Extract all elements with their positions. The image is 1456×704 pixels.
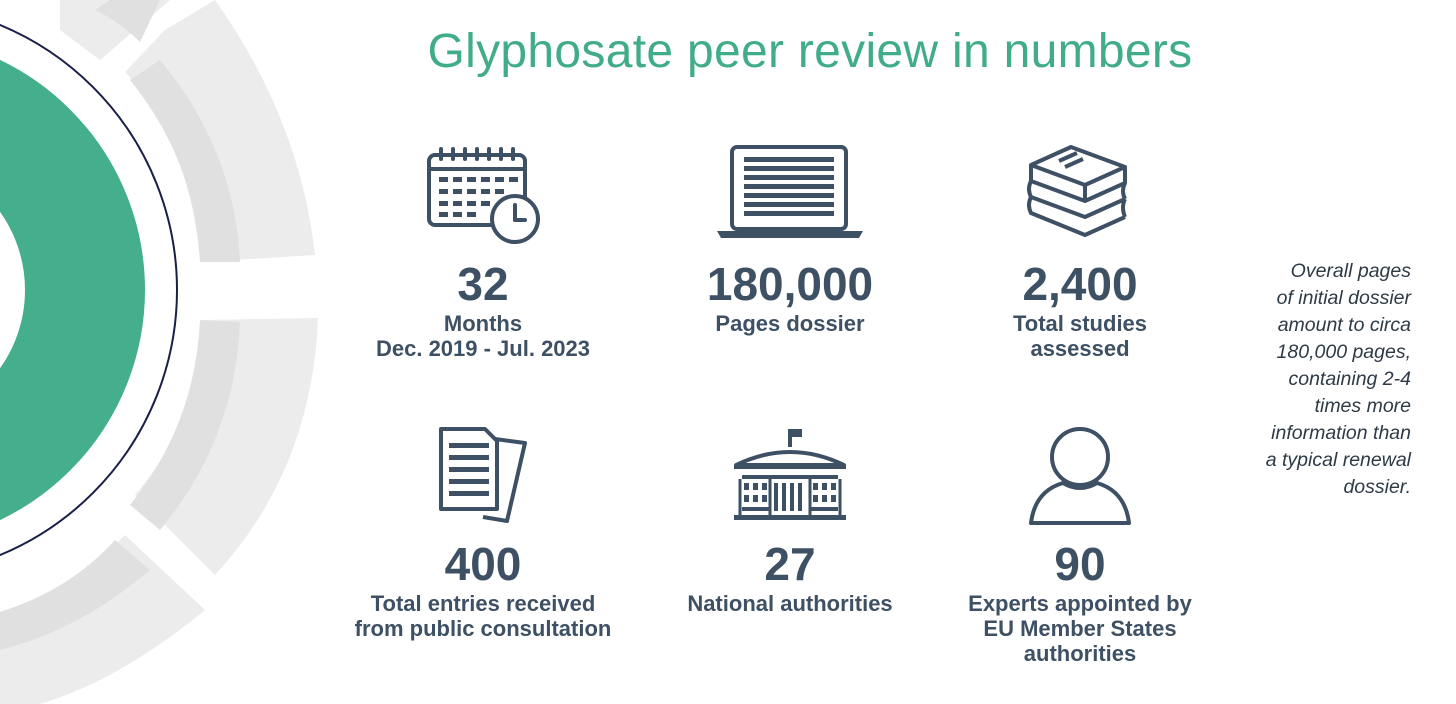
- books-stack-icon: [1025, 145, 1135, 257]
- stat-label: Pages dossier: [715, 311, 865, 336]
- side-note: Overall pages of initial dossier amount to circa 180,000 pages, containing 2-4 times more information than a typical renewal dossier.: [1265, 260, 1411, 498]
- person-icon: [1025, 425, 1135, 537]
- government-building-icon: [730, 425, 850, 537]
- stat-label: Total studies assessed: [1012, 311, 1148, 361]
- stat-label: Experts appointed by EU Member States authorities: [968, 591, 1192, 666]
- documents-icon: [433, 425, 533, 537]
- page-title: Glyphosate peer review in numbers: [427, 25, 1193, 78]
- calendar-clock-icon: [423, 145, 543, 257]
- laptop-document-icon: [715, 145, 865, 257]
- stat-value: 27: [764, 538, 816, 590]
- stat-label: National authorities: [687, 591, 893, 616]
- decorative-ring-graphic: [0, 0, 340, 704]
- stat-entries: [318, 425, 648, 641]
- stat-value: 2,400: [1022, 258, 1138, 310]
- stat-experts: [915, 425, 1245, 666]
- stat-label: Months Dec. 2019 - Jul. 2023: [375, 311, 591, 361]
- stat-value: 90: [1054, 538, 1106, 590]
- stat-value: 400: [444, 538, 522, 590]
- stat-label: Total entries received from public consultation: [354, 591, 612, 641]
- stat-authorities: [625, 425, 955, 616]
- stat-pages: [625, 145, 955, 336]
- stat-studies: [915, 145, 1245, 361]
- stat-months: [318, 145, 648, 361]
- stat-value: 32: [457, 258, 509, 310]
- stat-value: 180,000: [706, 258, 874, 310]
